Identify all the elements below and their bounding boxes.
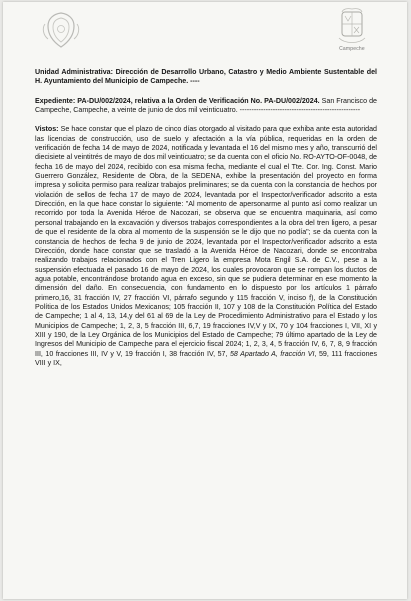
shield-emblem-logo <box>39 10 83 50</box>
vistos-quote: "Al momento de apersonarme al punto así como realizar un recorrido por toda la Avenida Héroe de Nacozari, se observa que se encuentra maquinaria, así como personal trabajando en la excavación y diversos trabajos correspondientes a la obra del tren ligero, a pesar de que el residente de la obra al momento de la suspensión se le dijo que no podía" <box>35 200 377 237</box>
vistos-paragraph <box>35 125 377 368</box>
expediente-ref: PA-DU/002/2024, relativa a la Orden de Verificación No. PA-DU/002/2024. <box>75 96 320 105</box>
expediente-label: Expediente: <box>35 96 76 105</box>
vistos-text-3: 58 Apartado A, fracción VI <box>229 349 315 358</box>
vistos-label: Vistos: <box>35 125 59 134</box>
vistos-text-2: ; se da cuenta con la constancia de hechos de fecha 9 de junio de 2024, levantada por el Inspector/verificador adscrito a esta Dirección, donde hace constar que se trasladó a la Avenida Héroe de Nacozari, donde se encontraba realizando trabajos relacionados con el Tren Ligero la empresa Mota Engil S.A. de C.V., pese a la suspensión efectuada el pasado 16 de mayo de 2024, los cuales provocaron que se rompan los ductos de agua potable, encontrándose brotando agua en exceso, sin que se pudiera determinar en ese momento la dimensión del daño. En consecuencia, con fundamento en lo dispuesto por los artículos 1 párrafo primero,16, 31 fracción IV, 27 fracción VI, párrafo segundo y 115 fracción V, inciso f), de la Constitución Política de los Estados Unidos Mexicanos; 105 fracción II, 107 y 108 de la Constitución Política del Estado de Campeche; 1 al 4, 13, 14,y del 61 al 69 de la Ley de Procedimiento Administrativo para el Estado y los Municipios de Campeche; 1, 2, 3, 5 fracción III, 6,7, 19 fracciones IV,V y IX, 70 y 104 fracciones I, VII, XI y XIII y 190, de la Ley Orgánica de los Municipios del Estado de Campeche; 79 último apartado de la Ley de Ingresos del Municipio de Campeche para el ejercicio fiscal 2024; 1, 2, 3, 4, 5 fracción IV, 6, 7, 8, 9 fracción III, 10 fracciones III, IV y V, 19 fracción I, 38 fracción IV, 57, <box>35 228 377 358</box>
unidad-paragraph <box>35 68 377 87</box>
document-body <box>35 68 377 368</box>
campeche-crest-logo <box>329 8 375 56</box>
expediente-paragraph <box>35 97 377 116</box>
unidad-text: Dirección de Desarrollo Urbano, Catastro y Medio Ambiente Sustentable del H. Ayuntamiento del Municipio de Campeche. ---- <box>35 68 377 86</box>
shield-emblem-icon <box>39 10 83 50</box>
vistos-text-1: Se hace constar que el plazo de cinco días otorgado al visitado para que exhiba ante esta autoridad las licencias de construcción, uso de suelo y afectación a la vía pública, requeridas en la orden de verificación de fecha 14 de mayo de 2024, notificada y levantada el 16 del mismo mes y año, transcurrió del diecisiete al veintitrés de mayo de dos mil veinticuatro; se da cuenta con el oficio No. RO-AYTO-OF-0048, de fecha 16 de mayo del 2024, recibido con esa misma fecha, mediante el cual el Tte. Cor. Ing. Const. Mario Guerrero González, Residente de Obra, de la SEDENA, exhibe la presentación del proyecto en forma impresa y solicita permiso para realizar trabajos preliminares; se da cuenta con la constancia de hechos por violación de sellos de fecha 17 de mayo de 2024, levantada por el Inspector/verificador adscrito a esta Dirección, en la que hace constar lo siguiente: <box>35 125 377 209</box>
expediente-text: San Francisco de Campeche, Campeche, a veinte de junio de dos mil veinticuatro. --------------------------------------------------- <box>35 96 377 115</box>
crest-caption: Campeche <box>339 46 365 52</box>
unidad-label: Unidad Administrativa: <box>35 68 113 76</box>
document-page <box>3 2 407 599</box>
campeche-crest-icon <box>329 8 375 46</box>
vistos-text-4: , 59, 111 fracciones VIII y IX, <box>35 349 378 367</box>
